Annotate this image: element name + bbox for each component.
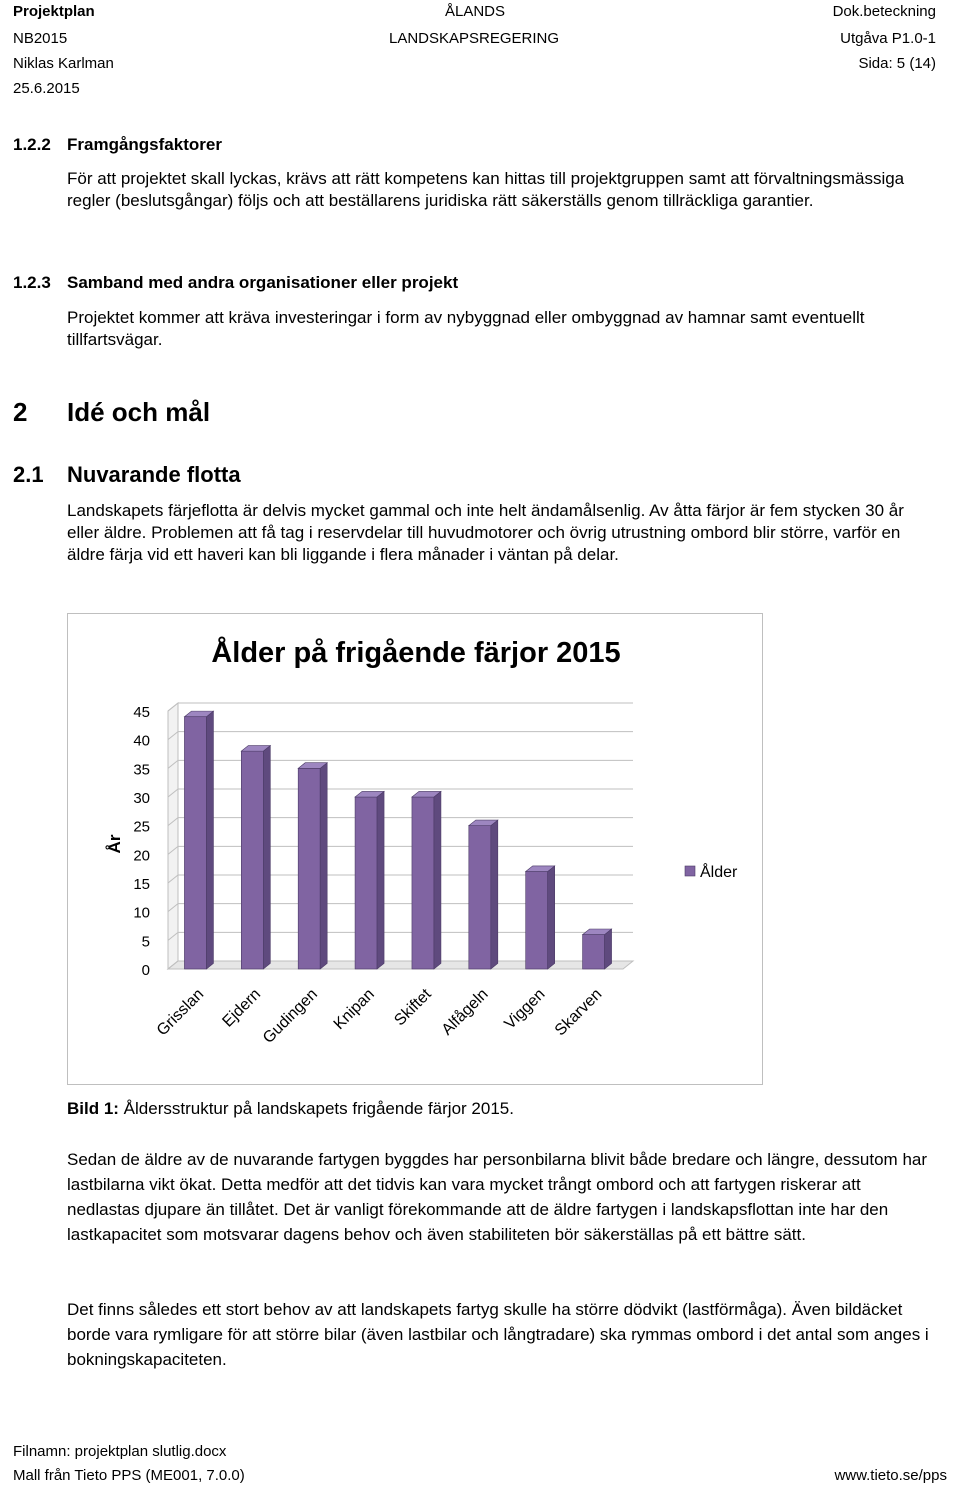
chapter-heading-2 bbox=[13, 397, 210, 428]
legend-swatch bbox=[685, 866, 695, 876]
x-tick-label: Skiftet bbox=[391, 985, 435, 1030]
y-tick-label: 25 bbox=[133, 818, 150, 836]
x-tick-label: Alfågeln bbox=[438, 985, 492, 1039]
figure-caption bbox=[67, 1099, 514, 1119]
header-doc-type: Projektplan bbox=[13, 3, 95, 20]
bar bbox=[241, 751, 263, 969]
bar-side bbox=[320, 763, 327, 969]
bar-side bbox=[491, 820, 498, 969]
bar bbox=[526, 872, 548, 969]
chart-side-wall bbox=[168, 703, 178, 969]
chart-canvas bbox=[68, 614, 762, 1084]
header-org-line2: LANDSKAPSREGERING bbox=[389, 30, 560, 47]
bar-side bbox=[263, 746, 270, 969]
legend-label: Ålder bbox=[700, 864, 738, 881]
section-text-1-2-3: Projektet kommer att kräva investeringar i form av nybyggnad eller ombyggnad av hamnar samt eventuellt tillfartsvägar. bbox=[67, 308, 865, 349]
section-heading-2-1 bbox=[13, 462, 241, 488]
chart-floor bbox=[168, 961, 633, 969]
chart-grid bbox=[168, 703, 633, 969]
bar bbox=[355, 797, 377, 969]
section-number: 1.2.3 bbox=[13, 273, 51, 292]
section-heading-1-2-2 bbox=[13, 135, 222, 155]
x-tick-label: Skarven bbox=[551, 985, 606, 1040]
section-title: Nuvarande flotta bbox=[67, 462, 241, 487]
header-author: Niklas Karlman bbox=[13, 55, 114, 72]
y-tick-label: 10 bbox=[133, 904, 150, 922]
chart-title: Ålder på frigående färjor 2015 bbox=[211, 637, 621, 669]
section-title: Samband med andra organisationer eller projekt bbox=[67, 273, 459, 292]
body-paragraph-1: Sedan de äldre av de nuvarande fartygen byggdes har personbilarna blivit både bredare och längre, dessutom har lastbilarna vikt ökat. Detta medför att det tidvis kan vara mycket trångt ombord och att fartygen riskerar att nedlastas djupare än tillåtet. Det är vanligt förekommande att de äldre fartygen i landskapsflottan inte har den lastkapacitet som motsvarar dagens behov och även stabiliteten bör säkerställas på ett bättre sätt. bbox=[67, 1150, 928, 1244]
footer-filename: Filnamn: projektplan slutlig.docx bbox=[13, 1443, 227, 1460]
header-date: 25.6.2015 bbox=[13, 80, 80, 97]
y-tick-label: 35 bbox=[133, 761, 150, 779]
bar-side bbox=[548, 866, 555, 969]
footer-url[interactable]: www.tieto.se/pps bbox=[834, 1467, 947, 1484]
bar bbox=[298, 768, 320, 969]
chart-legend bbox=[685, 862, 738, 881]
bar-side bbox=[377, 791, 384, 969]
section-text-2-1: Landskapets färjeflotta är delvis mycket gammal och inte helt ändamålsenlig. Av åtta färjor är fem stycken 30 år eller äldre. Problemen att få tag i reservdelar till huvudmotorer och övrig utrustning ombord blir större, varför en äldre färja vid ett haveri kan bli liggande i flera månader i väntan på delar. bbox=[67, 501, 904, 564]
y-tick-label: 45 bbox=[133, 704, 150, 721]
y-tick-label: 5 bbox=[141, 933, 150, 951]
y-tick-label: 40 bbox=[133, 732, 150, 750]
y-tick-label: 15 bbox=[133, 876, 150, 893]
header-doc-id-label: Dok.beteckning bbox=[832, 3, 936, 20]
footer-template: Mall från Tieto PPS (ME001, 7.0.0) bbox=[13, 1467, 245, 1484]
x-tick-label: Viggen bbox=[501, 985, 549, 1033]
header-version: Utgåva P1.0-1 bbox=[840, 30, 936, 47]
section-text-1-2-2: För att projektet skall lyckas, krävs att rätt kompetens kan hittas till projektgruppen samt att förvaltningsmässiga regler (beslutsgångar) följs och att beställarens juridiska rätt säkerställs genom tillräckliga garantier. bbox=[67, 169, 905, 210]
y-tick-label: 20 bbox=[133, 847, 150, 865]
bar bbox=[469, 826, 491, 969]
header-project-code: NB2015 bbox=[13, 30, 68, 47]
section-number: 2.1 bbox=[13, 462, 44, 487]
header-org-line1: ÅLANDS bbox=[445, 3, 506, 20]
bar-side bbox=[206, 711, 213, 969]
bar bbox=[583, 935, 605, 969]
y-tick-label: 0 bbox=[141, 962, 150, 979]
bar bbox=[184, 717, 206, 969]
section-heading-1-2-3 bbox=[13, 273, 458, 293]
x-tick-label: Ejdern bbox=[219, 985, 265, 1031]
y-tick-label: 30 bbox=[133, 790, 150, 807]
x-tick-label: Grisslan bbox=[153, 985, 208, 1040]
bar-side bbox=[434, 791, 441, 969]
chapter-title: Idé och mål bbox=[67, 397, 211, 427]
bar-side bbox=[605, 929, 612, 969]
chart-bars bbox=[184, 711, 611, 969]
body-paragraph-2: Det finns således ett stort behov av att landskapets fartyg skulle ha större dödvikt (lastförmåga). Även bildäcket borde vara rymligare för att större bilar (även lastbilar och långtradare) ska rymmas ombord i det antal som anges i bokningskapaciteten. bbox=[67, 1300, 929, 1369]
section-number: 1.2.2 bbox=[13, 135, 51, 154]
caption-text: Åldersstruktur på landskapets frigående färjor 2015. bbox=[118, 1099, 514, 1118]
caption-label: Bild 1: bbox=[67, 1099, 119, 1118]
chapter-number: 2 bbox=[13, 397, 28, 427]
chart-y-ticks bbox=[133, 704, 150, 979]
age-bar-chart bbox=[67, 613, 763, 1085]
x-tick-label: Gudingen bbox=[259, 985, 322, 1047]
chart-x-ticks bbox=[154, 985, 606, 1047]
header-page-number: Sida: 5 (14) bbox=[858, 55, 936, 72]
bar bbox=[412, 797, 434, 969]
chart-y-axis-label: År bbox=[105, 834, 124, 854]
section-title: Framgångsfaktorer bbox=[67, 135, 222, 154]
x-tick-label: Knipan bbox=[330, 985, 378, 1034]
